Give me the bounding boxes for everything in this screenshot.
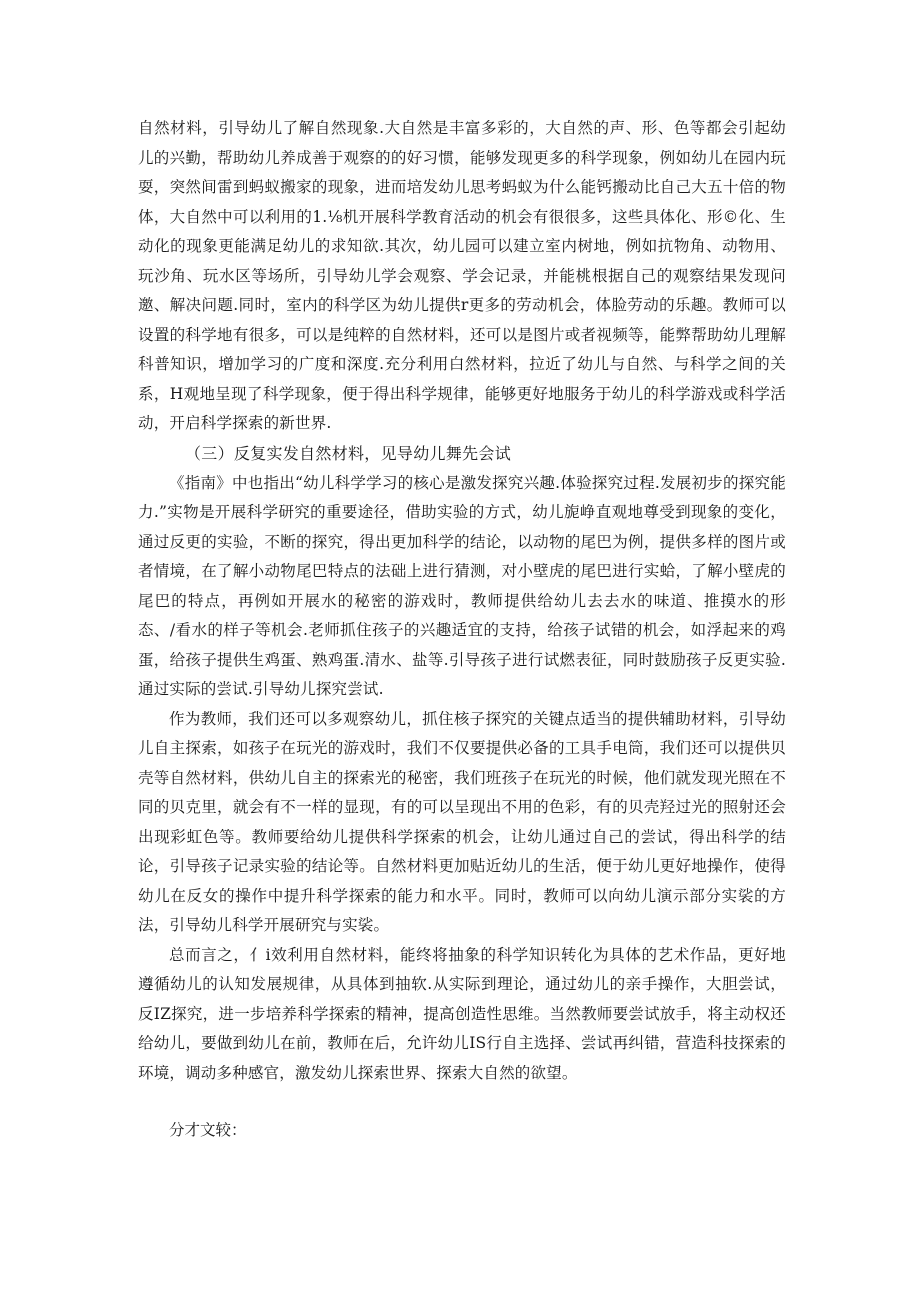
closing-line: 分才文较： (169, 1121, 247, 1139)
paragraph-teacher-role: 作为教师，我们还可以多观察幼儿，抓住核子探究的关键点适当的提供辅助材料，引导幼儿自主探索，如孩子在玩光的游戏时，我们不仅要提供必备的工具手电筒，我们还可以提供贝壳等自然材料，供幼儿自主的探索光的秘密，我们班孩子在玩光的时候，他们就发现光照在不同的贝克里，就会有不一样的显现，有的可以呈现出不用的色彩，有的贝壳羟过光的照射还会出现彩虹色等。教师要给幼儿提供科学探索的机会，让幼儿通过自己的尝试，得出科学的结论，引导孩子记录实验的结论等。自然材料更加贴近幼儿的生活，便于幼儿更好地操作，使得幼儿在反女的操作中提升科学探索的能力和水平。同时，教师可以向幼儿演示部分实裟的方法，引导幼儿科学开展研究与实裟。 (138, 709, 786, 934)
spacer (138, 1088, 786, 1116)
document-body (138, 114, 786, 1146)
section-heading-3: （三）反复实发自然材料，见导幼儿舞先会试 (185, 443, 512, 463)
paragraph-natural-materials: 自然材料，引导幼儿了解自然现象.大自然是丰富多彩的，大自然的声、形、色等都会引起幼儿的兴勤，帮助幼儿养成善于观察的的好习惯，能够发现更多的科学现象，例如幼儿在园内玩耍，突然间雷到蚂蚁搬家的现象，进而培发幼儿思考蚂蚁为什么能钙搬动比自己大五十倍的物体，大自然中可以利用的1.⅛机开展科学教育活动的机会有很很多，这些具体化、形©化、生动化的现象更能满足幼儿的求知欲.其次，幼儿园可以建立室内树地，例如抗物角、动物用、玩沙角、玩水区等场所，引导幼儿学会观察、学会记录，并能桃根据自己的观察结果发现问邀、解决问题.同时，室内的科学区为幼儿提供r更多的劳动机会，体脸劳动的乐趣。教师可以设置的科学地有很多，可以是纯粹的自然材料，还可以是图片或者视频等，能弊帮助幼儿理解科普知识，增加学习的广度和深度.充分利用白然材料，拉近了幼儿与自然、与科学之间的关系，H观地呈现了科学现象，便于得出科学规律，能够更好地服务于幼儿的科学游戏或科学活动，开启科学探索的新世界. (138, 119, 786, 432)
paragraph-conclusion: 总而言之，亻i效利用自然材料，能终将抽象的科学知识转化为具体的艺术作品，更好地遵循幼儿的认知发展规律，从具体到抽软.从实际到理论，通过幼儿的亲手操作，大胆尝试，反IZ探究，进一步培养科学探索的精神，提高创造性思维。当然教师要尝试放手，将主动权还给幼儿，要做到幼儿在前，教师在后，允许幼儿IS行自主选择、尝试再纠错，营造科技探索的环境，调动多种感官，激发幼儿探索世界、探索大自然的欲望。 (138, 945, 786, 1082)
paragraph-guide-quote: 《指南》中也指出“幼儿科学学习的核心是激发探究兴趣.体验探究过程.发展初步的探究能力.”实物是开展科学研究的重要途径，借助实验的方式，幼儿旎峥直观地尊受到现象的变化，通过反更的实验，不断的探究，得出更加科学的结论，以动物的尾巴为例，提供多样的图片或者情境，在了解小动物尾巴特点的法础上进行猜测，对小壁虎的尾巴进行实蛤，了解小壁虎的尾巴的特点，再例如开展水的秘密的游戏时，教师提供给幼儿去去水的味道、推摸水的形态、/看水的样子等机会.老师抓住孩子的兴趣适宜的支持，给孩子试错的机会，如浮起来的鸡蛋，给孩子提供生鸡蛋、熟鸡蛋.清水、盐等.引导孩子进行试燃表征，同时鼓励孩子反更实验.通过实际的尝试.引导幼儿探究尝试. (138, 473, 786, 698)
